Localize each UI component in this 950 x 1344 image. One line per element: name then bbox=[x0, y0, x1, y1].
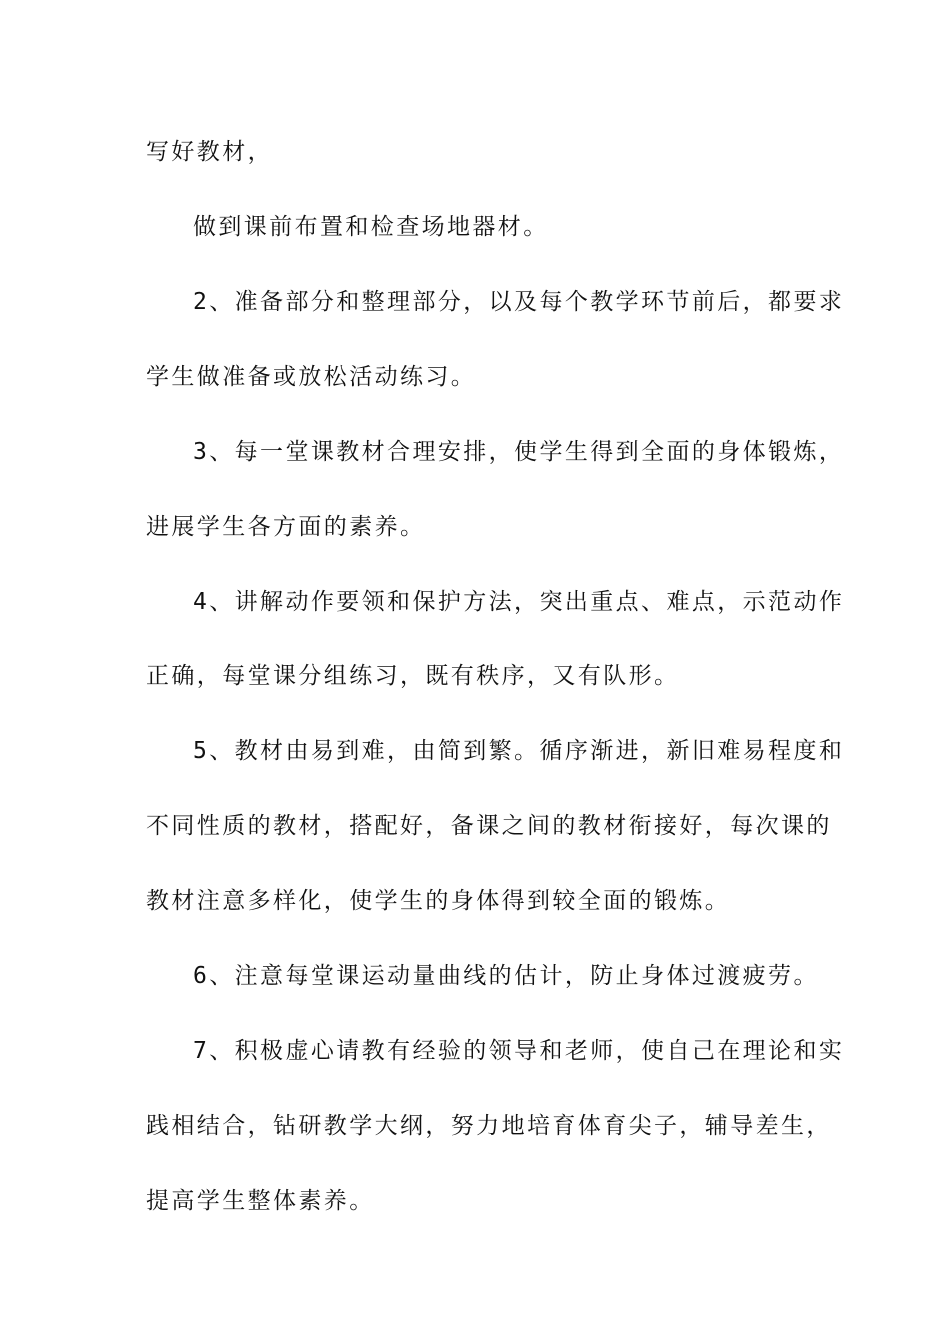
text-line: 3、每一堂课教材合理安排，使学生得到全面的身体锻炼， bbox=[193, 439, 845, 465]
text-line: 正确，每堂课分组练习，既有秩序，又有队形。 bbox=[146, 663, 680, 689]
text-line: 教材注意多样化，使学生的身体得到较全面的锻炼。 bbox=[146, 888, 731, 914]
text-line: 2、准备部分和整理部分，以及每个教学环节前后，都要求 bbox=[193, 289, 845, 315]
text-line: 不同性质的教材，搭配好，备课之间的教材衔接好，每次课的 bbox=[146, 813, 832, 839]
text-line: 6、注意每堂课运动量曲线的估计，防止身体过渡疲劳。 bbox=[193, 963, 819, 989]
text-line: 践相结合，钻研教学大纲，努力地培育体育尖子，辅导差生， bbox=[146, 1113, 832, 1139]
text-line: 提高学生整体素养。 bbox=[146, 1188, 375, 1214]
text-line: 5、教材由易到难，由简到繁。循序渐进，新旧难易程度和 bbox=[193, 738, 845, 764]
text-line: 7、积极虚心请教有经验的领导和老师，使自己在理论和实 bbox=[193, 1038, 845, 1064]
text-line: 4、讲解动作要领和保护方法，突出重点、难点，示范动作 bbox=[193, 589, 845, 615]
text-line: 进展学生各方面的素养。 bbox=[146, 514, 426, 540]
text-line: 写好教材， bbox=[146, 139, 273, 165]
text-line: 做到课前布置和检查场地器材。 bbox=[193, 214, 549, 240]
text-line: 学生做准备或放松活动练习。 bbox=[146, 364, 477, 390]
